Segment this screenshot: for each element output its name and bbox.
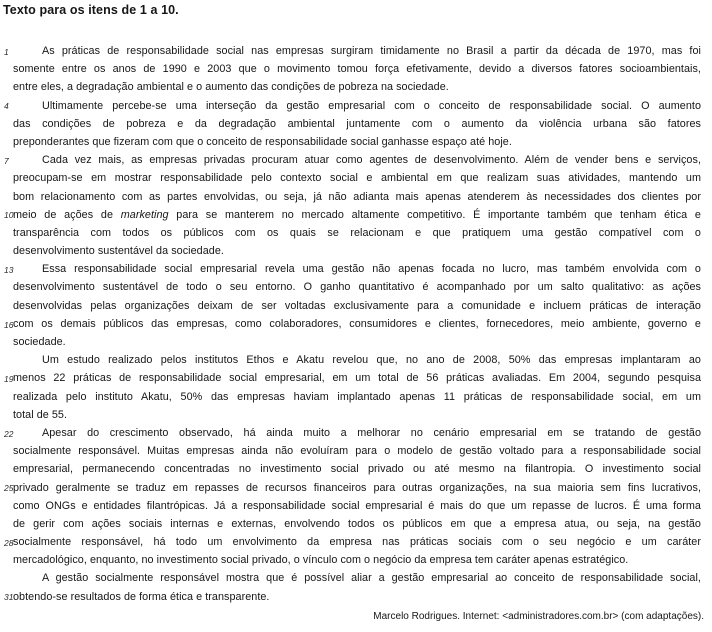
- line-text: desenvolvimento sustentável de todo o seu entorno. O ganho quantitativo é acompanhado por um salto qualitativo: as ações: [13, 281, 701, 294]
- text-line: [0, 60, 701, 78]
- line-number: 16: [4, 319, 14, 330]
- line-text: Cada vez mais, as empresas privadas procuram atuar como agentes de desenvolvimento. Além de vender bens e serviços,: [42, 154, 701, 167]
- line-text: Um estudo realizado pelos institutos Ethos e Akatu revelou que, no ano de 2008, 50% das empresas implantaram ao: [42, 354, 701, 367]
- text-line: [0, 78, 701, 96]
- text-line: [0, 479, 701, 497]
- line-text: transparência com todos os públicos com os quais se relacionam e que pratiquem uma gestão compatível com o: [13, 226, 701, 239]
- line-text: sociedade.: [13, 336, 66, 348]
- line-text: desenvolvidas pelas organizações deixam de ser voltadas exclusivamente para a comunidade e incluem práticas de interação: [13, 299, 701, 312]
- text-line: [0, 115, 701, 133]
- line-text: obtendo-se resultados de forma ética e transparente.: [13, 590, 270, 603]
- text-line: [0, 315, 701, 333]
- text-line: [0, 569, 701, 587]
- line-text: das condições de pobreza e da degradação ambiental juntamente com o aumento da violência urbana são fatores: [13, 117, 701, 130]
- text-line: [0, 42, 701, 60]
- line-text: Essa responsabilidade social empresarial revela uma gestão não apenas focada no lucro, mas também envolvida com o: [42, 263, 701, 276]
- line-text: A gestão socialmente responsável mostra que é possível aliar a gestão empresarial ao conceito de responsabilidade social,: [42, 572, 701, 585]
- text-line: [0, 388, 701, 406]
- line-number: 13: [4, 264, 14, 275]
- line-text: mercadológico, enquanto, no investimento social privado, o vínculo com o negócio da empresa tem caráter apenas estratégico.: [13, 554, 629, 567]
- text-line: [0, 97, 701, 115]
- text-line: [0, 133, 701, 151]
- text-line: [0, 260, 701, 278]
- line-text: privado geralmente se traduz em repasses de recursos financeiros para outras organizações, na sua maioria sem fins lucrativos,: [13, 481, 701, 494]
- line-number: 25: [4, 483, 14, 494]
- text-line: [0, 351, 701, 369]
- text-line: [0, 206, 701, 224]
- text-line: [0, 297, 701, 315]
- text-line: [0, 442, 701, 460]
- line-text: socialmente responsável, há todo um envolvimento da empresa nas práticas sociais com o seu negócio e um caráter: [13, 536, 701, 549]
- line-number: 4: [4, 101, 9, 112]
- line-text: com os demais públicos das empresas, como colaboradores, consumidores e clientes, fornecedores, meio ambiente, governo e: [13, 317, 701, 330]
- line-text: realizada pelo instituto Akatu, 50% das empresas haviam implantado apenas 11 práticas de responsabilidade social, em um: [13, 390, 701, 403]
- text-line: [0, 188, 701, 206]
- text-line: [0, 224, 701, 242]
- text-line: [0, 278, 701, 296]
- text-line: [0, 406, 701, 424]
- line-text: As práticas de responsabilidade social nas empresas surgiram timidamente no Brasil a partir da década de 1970, mas foi: [42, 45, 701, 57]
- page-title: Texto para os itens de 1 a 10.: [3, 3, 179, 17]
- line-text: meio de ações de marketing para se manterem no mercado altamente competitivo. É importante também que tenham ética e: [13, 208, 701, 221]
- text-line: [0, 497, 701, 515]
- line-number: 19: [4, 374, 14, 385]
- line-text: bom relacionamento com as partes envolvidas, ou seja, já não adianta mais apenas atenderem às necessidades dos clientes por: [13, 190, 701, 203]
- text-line: [0, 533, 701, 551]
- line-text: somente entre os anos de 1990 e 2003 que o movimento tomou força efetivamente, devido a diversos fatores socioambientais,: [13, 63, 701, 76]
- line-text: como ONGs e entidades filantrópicas. Já a responsabilidade social empresarial é mais do que um repasse de lucros. É uma forma: [13, 499, 701, 512]
- text-line: [0, 169, 701, 187]
- line-text: preocupam-se em mostrar responsabilidade pelo contexto social e ambiental em que realizam suas atividades, mantendo um: [13, 172, 701, 185]
- line-number: 7: [4, 155, 9, 166]
- text-line: [0, 588, 701, 606]
- line-text: Apesar do crescimento observado, há ainda muito a melhorar no cenário empresarial em se tratando de gestão: [42, 426, 701, 439]
- line-text: Ultimamente percebe-se uma interseção da gestão empresarial com o conceito de responsabilidade social. O aumento: [42, 99, 701, 112]
- line-text: de gerir com ações sociais internas e externas, envolvendo todos os públicos em que a empresa atua, ou seja, na gestão: [13, 517, 701, 530]
- line-number: 28: [4, 537, 14, 548]
- text-line: [0, 333, 701, 351]
- line-text: menos 22 práticas de responsabilidade social empresarial, em um total de 56 práticas avaliadas. Em 2004, segundo pesquisa: [13, 372, 701, 385]
- line-text: preponderantes que fizeram com que o conceito de responsabilidade social ganhasse espaço até hoje.: [13, 135, 512, 148]
- source-citation: Marcelo Rodrigues. Internet: <administradores.com.br> (com adaptações).: [373, 611, 704, 622]
- text-line: [0, 369, 701, 387]
- text-line: [0, 460, 701, 478]
- text-line: [0, 551, 701, 569]
- line-number: 10: [4, 210, 14, 221]
- line-number: 1: [4, 46, 9, 57]
- line-text: entre eles, a degradação ambiental e o aumento das condições de pobreza na sociedade.: [13, 81, 449, 94]
- line-text: socialmente responsável. Muitas empresas ainda não evoluíram para o modelo de gestão voltado para a responsabilidade social: [13, 445, 701, 458]
- text-line: [0, 424, 701, 442]
- text-body: [0, 42, 701, 606]
- line-number: 22: [4, 428, 14, 439]
- text-line: [0, 515, 701, 533]
- text-line: [0, 242, 701, 260]
- line-number: 31: [4, 592, 14, 603]
- line-text: empresarial, permanecendo concentradas no investimento social privado ou até mesmo na filantropia. O investimento social: [13, 463, 701, 476]
- line-text: total de 55.: [13, 408, 68, 421]
- line-text: desenvolvimento sustentável da sociedade.: [13, 245, 224, 258]
- text-line: [0, 151, 701, 169]
